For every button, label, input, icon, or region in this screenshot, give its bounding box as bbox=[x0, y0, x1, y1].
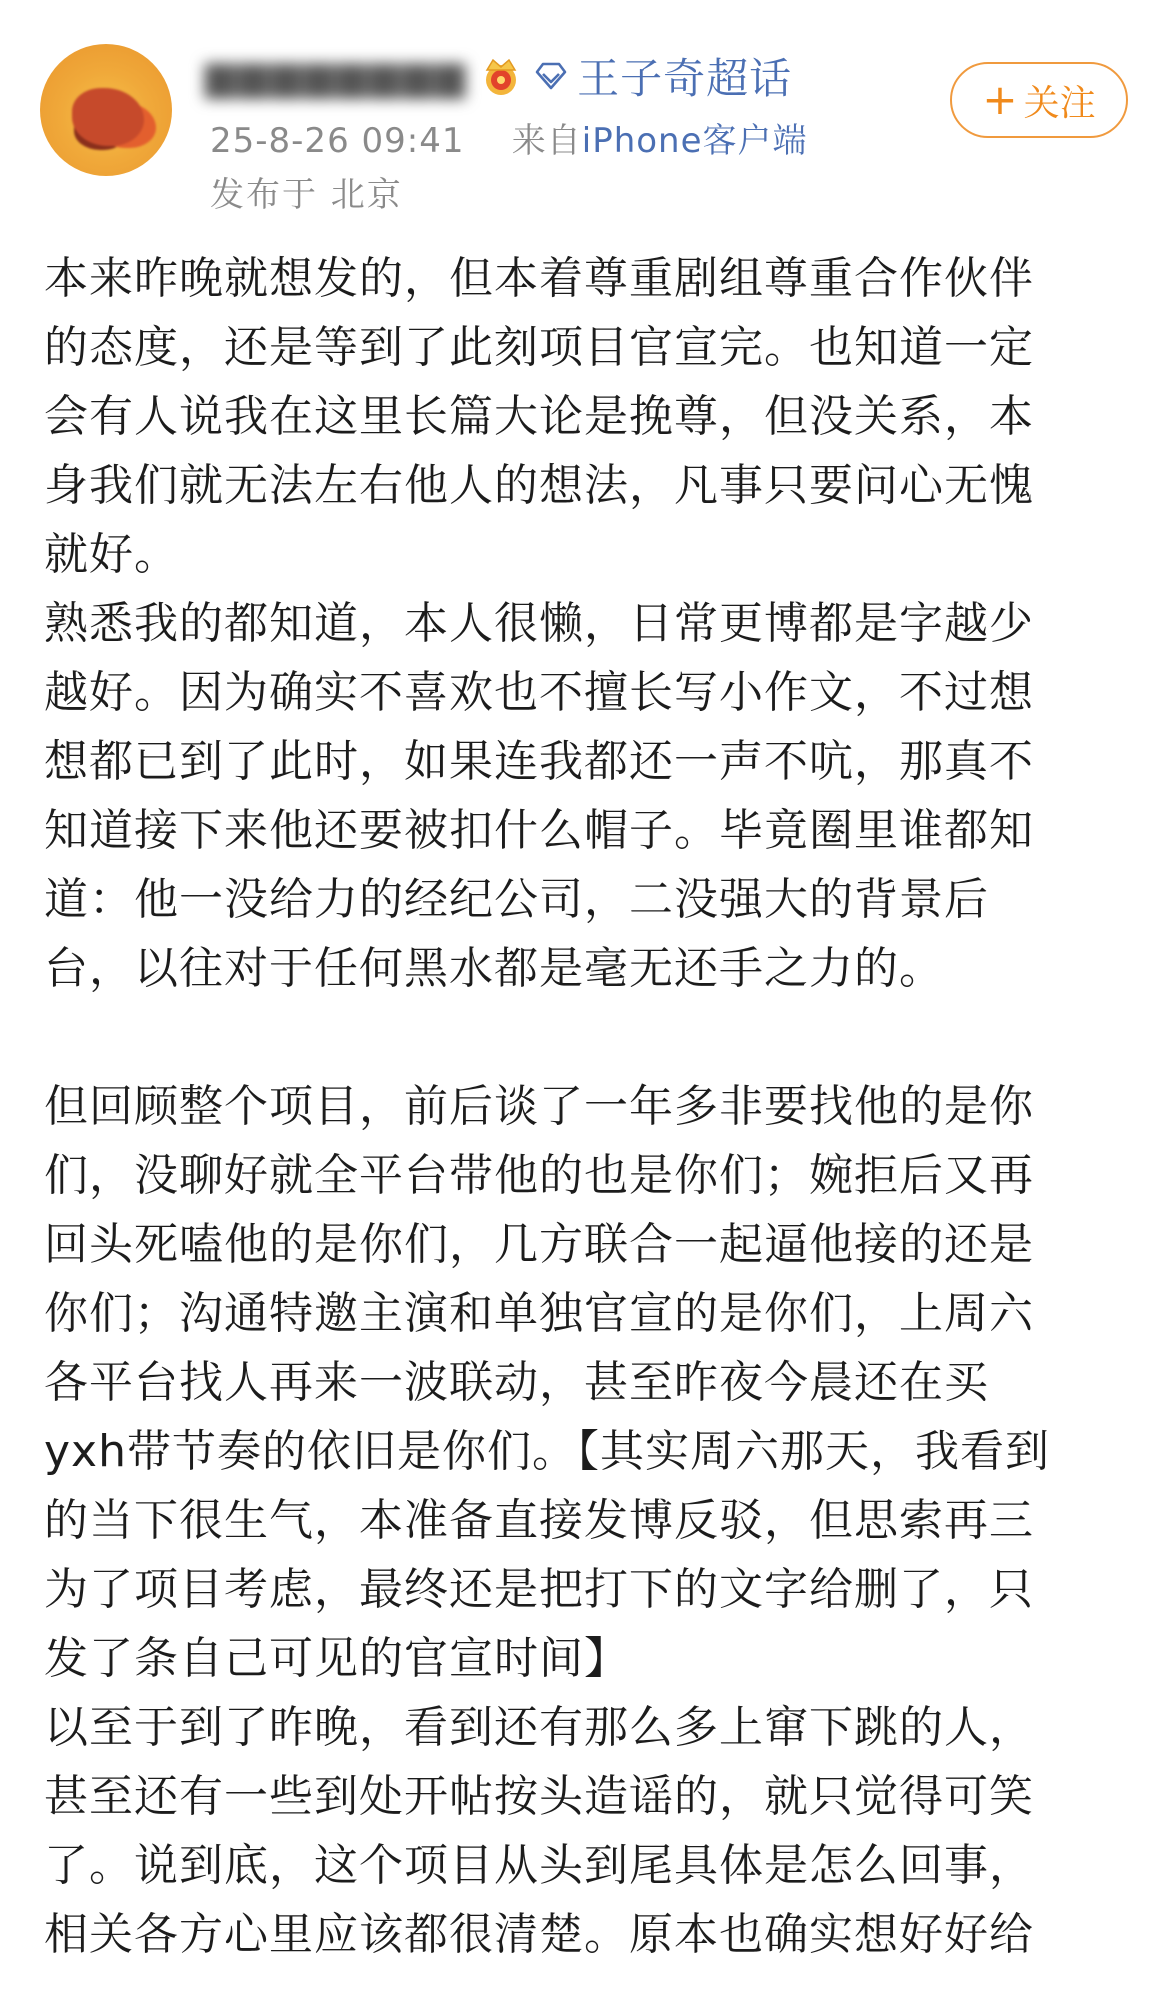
source-prefix: 来自 bbox=[511, 121, 582, 161]
post-text-line: yxh带节奏的依旧是你们。【其实周六那天，我看到 bbox=[44, 1426, 1050, 1477]
post-text-line: 各平台找人再来一波联动，甚至昨夜今晨还在买 bbox=[44, 1357, 989, 1408]
follow-button[interactable] bbox=[950, 62, 1128, 138]
paragraph-spacer bbox=[44, 1003, 1134, 1072]
post-text-line: 以至于到了昨晚，看到还有那么多上窜下跳的人， bbox=[44, 1702, 1034, 1753]
post-text-line: 熟悉我的都知道，本人很懒，日常更博都是字越少 bbox=[44, 598, 1034, 649]
post-text-line: 的态度，还是等到了此刻项目官宣完。也知道一定 bbox=[44, 322, 1034, 373]
post-text-line: 就好。 bbox=[44, 529, 179, 580]
diamond-icon bbox=[533, 61, 569, 91]
post-text-line: 为了项目考虑，最终还是把打下的文字给删了，只 bbox=[44, 1564, 1034, 1615]
post-text-line: 甚至还有一些到处开帖按头造谣的，就只觉得可笑 bbox=[44, 1771, 1034, 1822]
follow-label: 关注 bbox=[1023, 82, 1096, 124]
post-text-line: 发了条自己可见的官宣时间】 bbox=[44, 1633, 629, 1684]
post-text-line: 回头死嗑他的是你们，几方联合一起逼他接的还是 bbox=[44, 1219, 1034, 1270]
post-text-line: 们，没聊好就全平台带他的也是你们；婉拒后又再 bbox=[44, 1150, 1034, 1201]
post-text-line: 但回顾整个项目，前后谈了一年多非要找他的是你 bbox=[44, 1081, 1034, 1132]
post-text-line: 会有人说我在这里长篇大论是挽尊，但没关系，本 bbox=[44, 391, 1034, 442]
crown-icon bbox=[479, 54, 523, 98]
post-text-line: 的当下很生气，本准备直接发博反驳，但思索再三 bbox=[44, 1495, 1034, 1546]
avatar[interactable] bbox=[40, 44, 172, 176]
name-row bbox=[205, 46, 792, 106]
source-link[interactable]: iPhone客户端 bbox=[581, 121, 808, 161]
post-text-line: 知道接下来他还要被扣什么帽子。毕竟圈里谁都知 bbox=[44, 805, 1034, 856]
post-text-line: 道：他一没给力的经纪公司，二没强大的背景后 bbox=[44, 874, 989, 925]
post-text-line: 了。说到底，这个项目从头到尾具体是怎么回事， bbox=[44, 1840, 1034, 1891]
post-datetime: 25-8-26 09:41 bbox=[210, 121, 465, 161]
post-text-line: 你们；沟通特邀主演和单独官宣的是你们，上周六 bbox=[44, 1288, 1034, 1339]
post-header bbox=[0, 0, 1169, 215]
post-text-line: 相关各方心里应该都很清楚。原本也确实想好好给 bbox=[44, 1909, 1034, 1960]
avatar-image bbox=[72, 88, 144, 146]
post-meta bbox=[210, 113, 808, 162]
post-text-line: 身我们就无法左右他人的想法，凡事只要问心无愧 bbox=[44, 460, 1034, 511]
post-text-line: 本来昨晚就想发的，但本着尊重剧组尊重合作伙伴 bbox=[44, 253, 1034, 304]
topic-label: 王子奇超话 bbox=[577, 54, 793, 103]
post-text-line: 台，以往对于任何黑水都是毫无还手之力的。 bbox=[44, 943, 944, 994]
post-text-line: 想都已到了此时，如果连我都还一声不吭，那真不 bbox=[44, 736, 1034, 787]
post-body bbox=[44, 244, 1134, 1969]
post-location: 发布于 北京 bbox=[210, 175, 403, 215]
post-text-line: 越好。因为确实不喜欢也不擅长写小作文，不过想 bbox=[44, 667, 1034, 718]
topic-link[interactable] bbox=[533, 46, 792, 106]
username-blurred[interactable]: ▆▆▆▆▆▆▆▆ bbox=[205, 53, 468, 99]
plus-icon: + bbox=[982, 75, 1018, 124]
